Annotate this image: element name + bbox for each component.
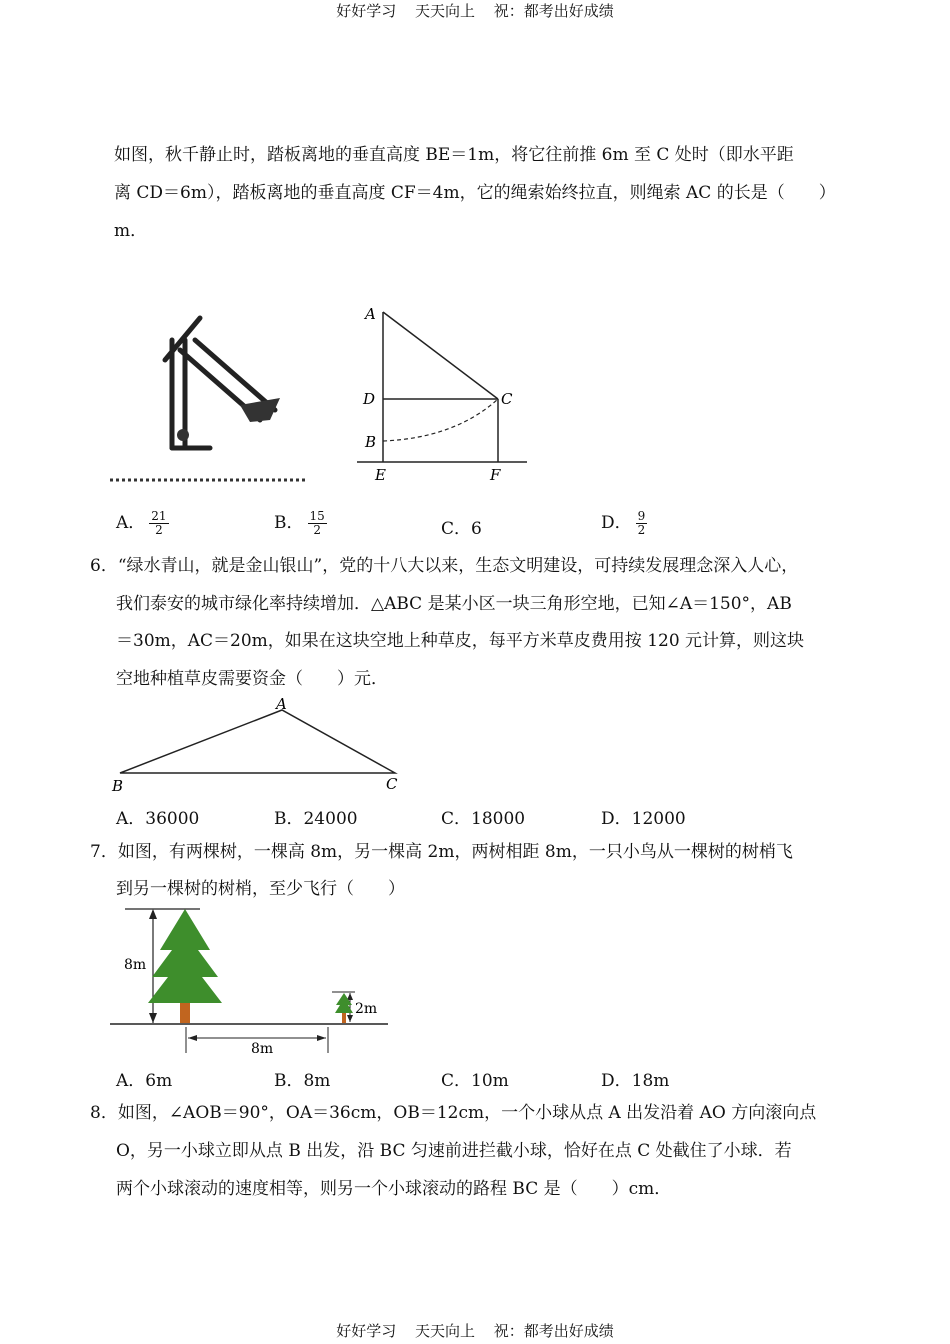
q5-option-a[interactable] [116, 508, 169, 537]
label-A: A [276, 695, 287, 713]
page-header [0, 0, 950, 21]
footer-part: 祝：都考出好成绩 [493, 1322, 614, 1340]
label-C: C [386, 775, 398, 793]
q6-option-d[interactable]: D．12000 [601, 809, 686, 829]
label-D: D [363, 390, 376, 408]
tall-height-label: 8m [124, 957, 147, 973]
page-footer [0, 1320, 950, 1341]
numerator: 15 [309, 509, 325, 523]
q6-line-1: 6．“绿水青山，就是金山银山”，党的十八大以来，生态文明建设，可持续发展理念深入人心， [90, 556, 799, 576]
q7-option-d[interactable]: D．18m [601, 1071, 670, 1091]
q6-option-a[interactable]: A．36000 [116, 809, 200, 829]
label-B: B [365, 433, 377, 451]
label-E: E [375, 466, 386, 484]
swing-photo [110, 310, 310, 490]
distance-label: 8m [251, 1041, 274, 1057]
triangle-diagram [110, 695, 410, 795]
swing-diagram [355, 300, 545, 490]
option-letter: C． [441, 519, 472, 539]
q6-option-b[interactable]: B．24000 [274, 809, 358, 829]
q7-line-1: 7．如图，有两棵树，一棵高 8m，另一棵高 2m，两树相距 8m，一只小鸟从一棵树的树梢飞 [90, 842, 793, 862]
fraction [149, 510, 168, 537]
label-B: B [112, 777, 124, 795]
q7-option-b[interactable]: B．8m [274, 1071, 331, 1091]
header-part: 祝：都考出好成绩 [493, 2, 614, 20]
denominator: 2 [155, 523, 163, 537]
q6-line-2: 我们泰安的城市绿化率持续增加．△ABC 是某小区一块三角形空地，已知∠A＝150°，AB [116, 594, 792, 614]
q8-line-2: O，另一小球立即从点 B 出发，沿 BC 匀速前进拦截小球，恰好在点 C 处截住了小球．若 [116, 1141, 792, 1161]
q6-line-4: 空地种植草皮需要资金（ ）元． [116, 669, 388, 689]
denominator: 2 [637, 523, 646, 537]
q8-line-3: 两个小球滚动的速度相等，则另一个小球滚动的路程 BC 是（ ）cm． [116, 1179, 672, 1199]
footer-part: 好好学习 [336, 1322, 397, 1340]
q7-option-a[interactable]: A．6m [116, 1071, 173, 1091]
option-letter: D． [601, 513, 632, 533]
numerator: 9 [637, 509, 646, 523]
q6-line-3: ＝30m，AC＝20m，如果在这块空地上种草皮，每平方米草皮费用按 120 元计算，则这块 [116, 631, 805, 651]
fraction [636, 510, 648, 537]
label-C: C [501, 390, 513, 408]
q5-option-c[interactable] [441, 514, 482, 539]
option-value: 6 [471, 519, 482, 539]
q7-option-c[interactable]: C．10m [441, 1071, 509, 1091]
q5-option-d[interactable] [601, 508, 647, 537]
q7-line-2: 到另一棵树的树梢，至少飞行（ ） [116, 879, 405, 899]
denominator: 2 [313, 523, 321, 537]
header-part: 天天向上 [414, 2, 475, 20]
fraction [308, 510, 327, 537]
q6-option-c[interactable]: C．18000 [441, 809, 526, 829]
label-A: A [365, 305, 376, 323]
short-height-label: 2m [355, 1001, 378, 1017]
trees-diagram [110, 905, 400, 1060]
q5-line-3: m． [114, 221, 148, 241]
q5-option-b[interactable] [274, 508, 327, 537]
header-part: 好好学习 [336, 2, 397, 20]
numerator: 21 [151, 509, 167, 523]
option-letter: A． [116, 513, 146, 533]
footer-part: 天天向上 [414, 1322, 475, 1340]
q5-line-1: 如图，秋千静止时，踏板离地的垂直高度 BE＝1m，将它往前推 6m 至 C 处时（即水平距 [114, 145, 794, 165]
option-letter: B． [274, 513, 304, 533]
label-F: F [490, 466, 501, 484]
q5-line-2: 离 CD＝6m），踏板离地的垂直高度 CF＝4m，它的绳索始终拉直，则绳索 AC 的长是（ ） [114, 183, 836, 203]
q8-line-1: 8．如图，∠AOB＝90°，OA＝36cm，OB＝12cm，一个小球从点 A 出发沿着 AO 方向滚向点 [90, 1103, 817, 1123]
